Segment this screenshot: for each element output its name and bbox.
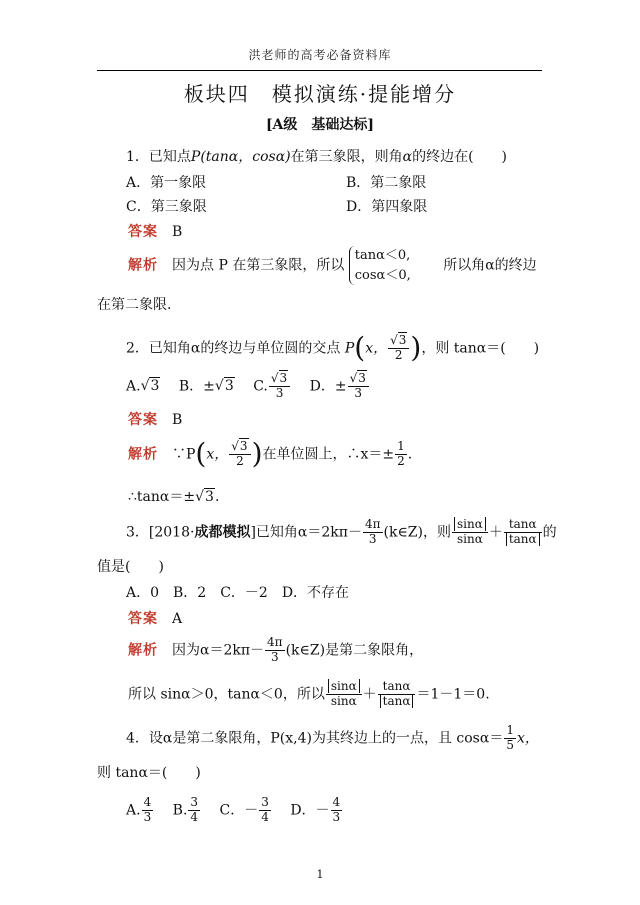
q1-analysis: 解析 因为点 P 在第三象限，所以 tanα＜0, cosα＜0, 所以角α的终边 — [128, 246, 537, 285]
q1-option-d: D．第四象限 — [346, 199, 428, 215]
q3-stem-cont: 值是( ) — [97, 559, 164, 575]
q3-answer: 答案 A — [128, 611, 183, 627]
q1-answer: 答案 B — [128, 224, 183, 240]
q4-options: A. $\frac{4}{3}$ B. $\frac{3}{4}$ C．－ $\frac{3}{4}$ D．－ $\frac{4}{3}$ — [126, 795, 341, 824]
q3-options: A．0 B．2 C．－2 D．不存在 — [126, 585, 350, 601]
page-header: 洪老师的高考必备资料库 — [248, 48, 392, 62]
section-title: 板块四 模拟演练·提能增分 — [183, 82, 457, 106]
q2-analysis: 解析 ∵P(x， $\frac{√3}{2}$ )在单位圆上，∴x＝± $\frac{1}{2}$ . — [128, 437, 413, 471]
q2-stem: 2．已知角α的终边与单位圆的交点 P(x， $\frac{√3}{2}$ )，则 tanα＝( ) — [126, 331, 540, 365]
q1-option-a: A．第一象限 — [126, 175, 207, 191]
page-number: 1 — [316, 868, 324, 881]
header-rule — [97, 70, 542, 71]
q1-option-b: B．第二象限 — [346, 175, 427, 191]
q4-stem-cont: 则 tanα＝( ) — [97, 765, 201, 781]
q4-stem: 4．设α是第二象限角，P(x,4)为其终边上的一点，且 cosα＝ $\frac{1}{5}$ x， — [126, 723, 539, 752]
q1-analysis-cont: 在第二象限. — [97, 297, 172, 313]
q3-analysis: 解析 因为α＝2kπ－ $\frac{4\pi}{3}$ (k∈Z)是第二象限角， — [128, 635, 424, 664]
q2-analysis-cont: ∴tanα＝±√3. — [128, 489, 220, 505]
q3-stem: 3．[2018·成都模拟]已知角α＝2kπ－ $\frac{4\pi}{3}$ (k∈Z)，则 $\frac{\sin\alpha}{\sin\alpha}$ ＋ $\frac{\tan\alpha}{\tan\alpha}$ 的 — [126, 517, 557, 546]
q1-brace-system: tanα＜0, cosα＜0, — [349, 246, 411, 285]
q2-options: A.√3 B．±√3 C. $\frac{√3}{3}$ D．± $\frac{√3}{3}$ — [126, 372, 370, 401]
q3-analysis-cont: 所以 sinα＞0，tanα＜0，所以 $\frac{\sin\alpha}{\sin\alpha}$ ＋ $\frac{\tan\alpha}{\tan\alpha}$ ＝1－1＝0. — [128, 679, 490, 708]
q1-stem: 1．已知点P(tanα，cosα)在第三象限，则角α的终边在( ) — [126, 149, 508, 165]
level-subtitle: [A级 基础达标] — [265, 117, 375, 133]
q2-answer: 答案 B — [128, 412, 183, 428]
q1-option-c: C．第三象限 — [126, 199, 207, 215]
